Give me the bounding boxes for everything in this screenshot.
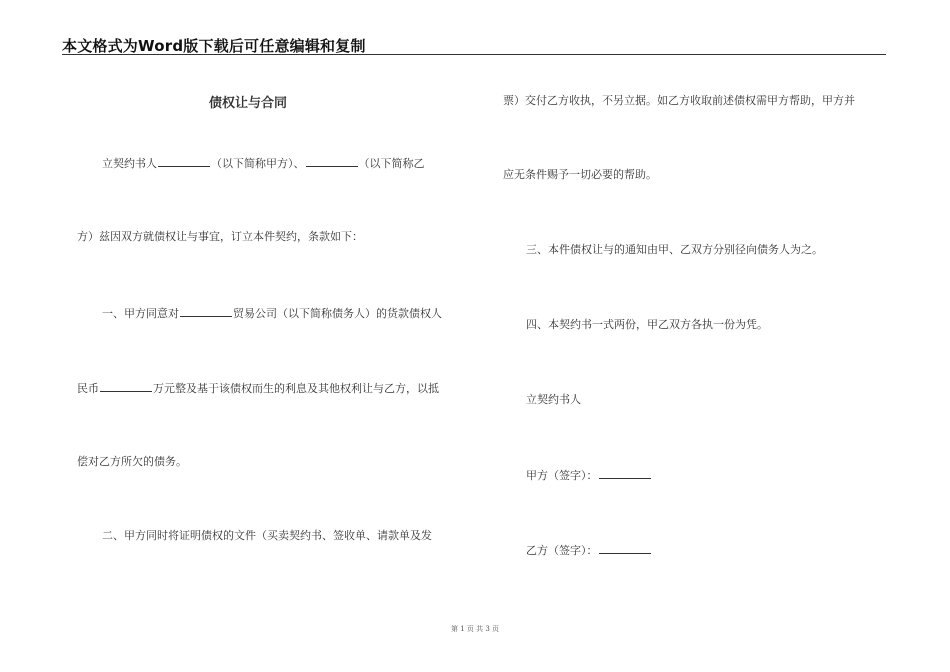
party-b-signature-blank (599, 542, 651, 554)
party-b-signature-label: 乙方（签字）： (526, 544, 598, 557)
party-b-blank (306, 155, 358, 167)
signatories-label: 立契约书人 (526, 393, 581, 406)
company-blank (180, 305, 232, 317)
clause-one-line-3: 偿对乙方所欠的债务。 (77, 455, 187, 468)
parties-label: 立契约书人 (102, 157, 157, 170)
currency-label: 民币 (77, 382, 99, 395)
document-title: 债权让与合同 (209, 96, 288, 111)
clause-one-start: 一、甲方同意对 (102, 307, 179, 320)
party-b-note: （以下简称乙 (358, 157, 425, 170)
paragraph-intro: 方）兹因双方就债权让与事宜，订立本件契约，条款如下： (77, 230, 363, 243)
clause-two-line-3: 应无条件赐予一切必要的帮助。 (503, 168, 657, 181)
page-number: 第 1 页 共 3 页 (450, 625, 500, 633)
party-a-note: （以下简称甲方）、 (211, 157, 305, 170)
header-divider (62, 54, 886, 55)
clause-one-line-2 (77, 380, 439, 396)
clause-one-amount-text: 万元整及基于该债权而生的利息及其他权利让与乙方，以抵 (153, 382, 439, 395)
party-a-blank (158, 155, 210, 167)
paragraph-parties (102, 155, 425, 171)
party-a-signature-label: 甲方（签字）： (526, 469, 598, 482)
clause-two-line-2: 票）交付乙方收执，不另立据。如乙方收取前述债权需甲方帮助，甲方并 (503, 94, 855, 107)
amount-blank (100, 380, 152, 392)
clause-two-line-1: 二、甲方同时将证明债权的文件（买卖契约书、签收单、请款单及发 (102, 529, 432, 542)
party-b-signature-line (526, 542, 652, 558)
clause-three: 三、本件债权让与的通知由甲、乙双方分别径向债务人为之。 (526, 243, 823, 256)
party-a-signature-blank (599, 467, 651, 479)
clause-one-line-1 (102, 305, 442, 321)
party-a-signature-line (526, 467, 652, 483)
header-text: 本文格式为Word版下载后可任意编辑和复制 (62, 37, 366, 55)
clause-four: 四、本契约书一式两份，甲乙双方各执一份为凭。 (526, 318, 768, 331)
clause-one-rest: 贸易公司（以下简称债务人）的货款债权人 (233, 307, 442, 320)
